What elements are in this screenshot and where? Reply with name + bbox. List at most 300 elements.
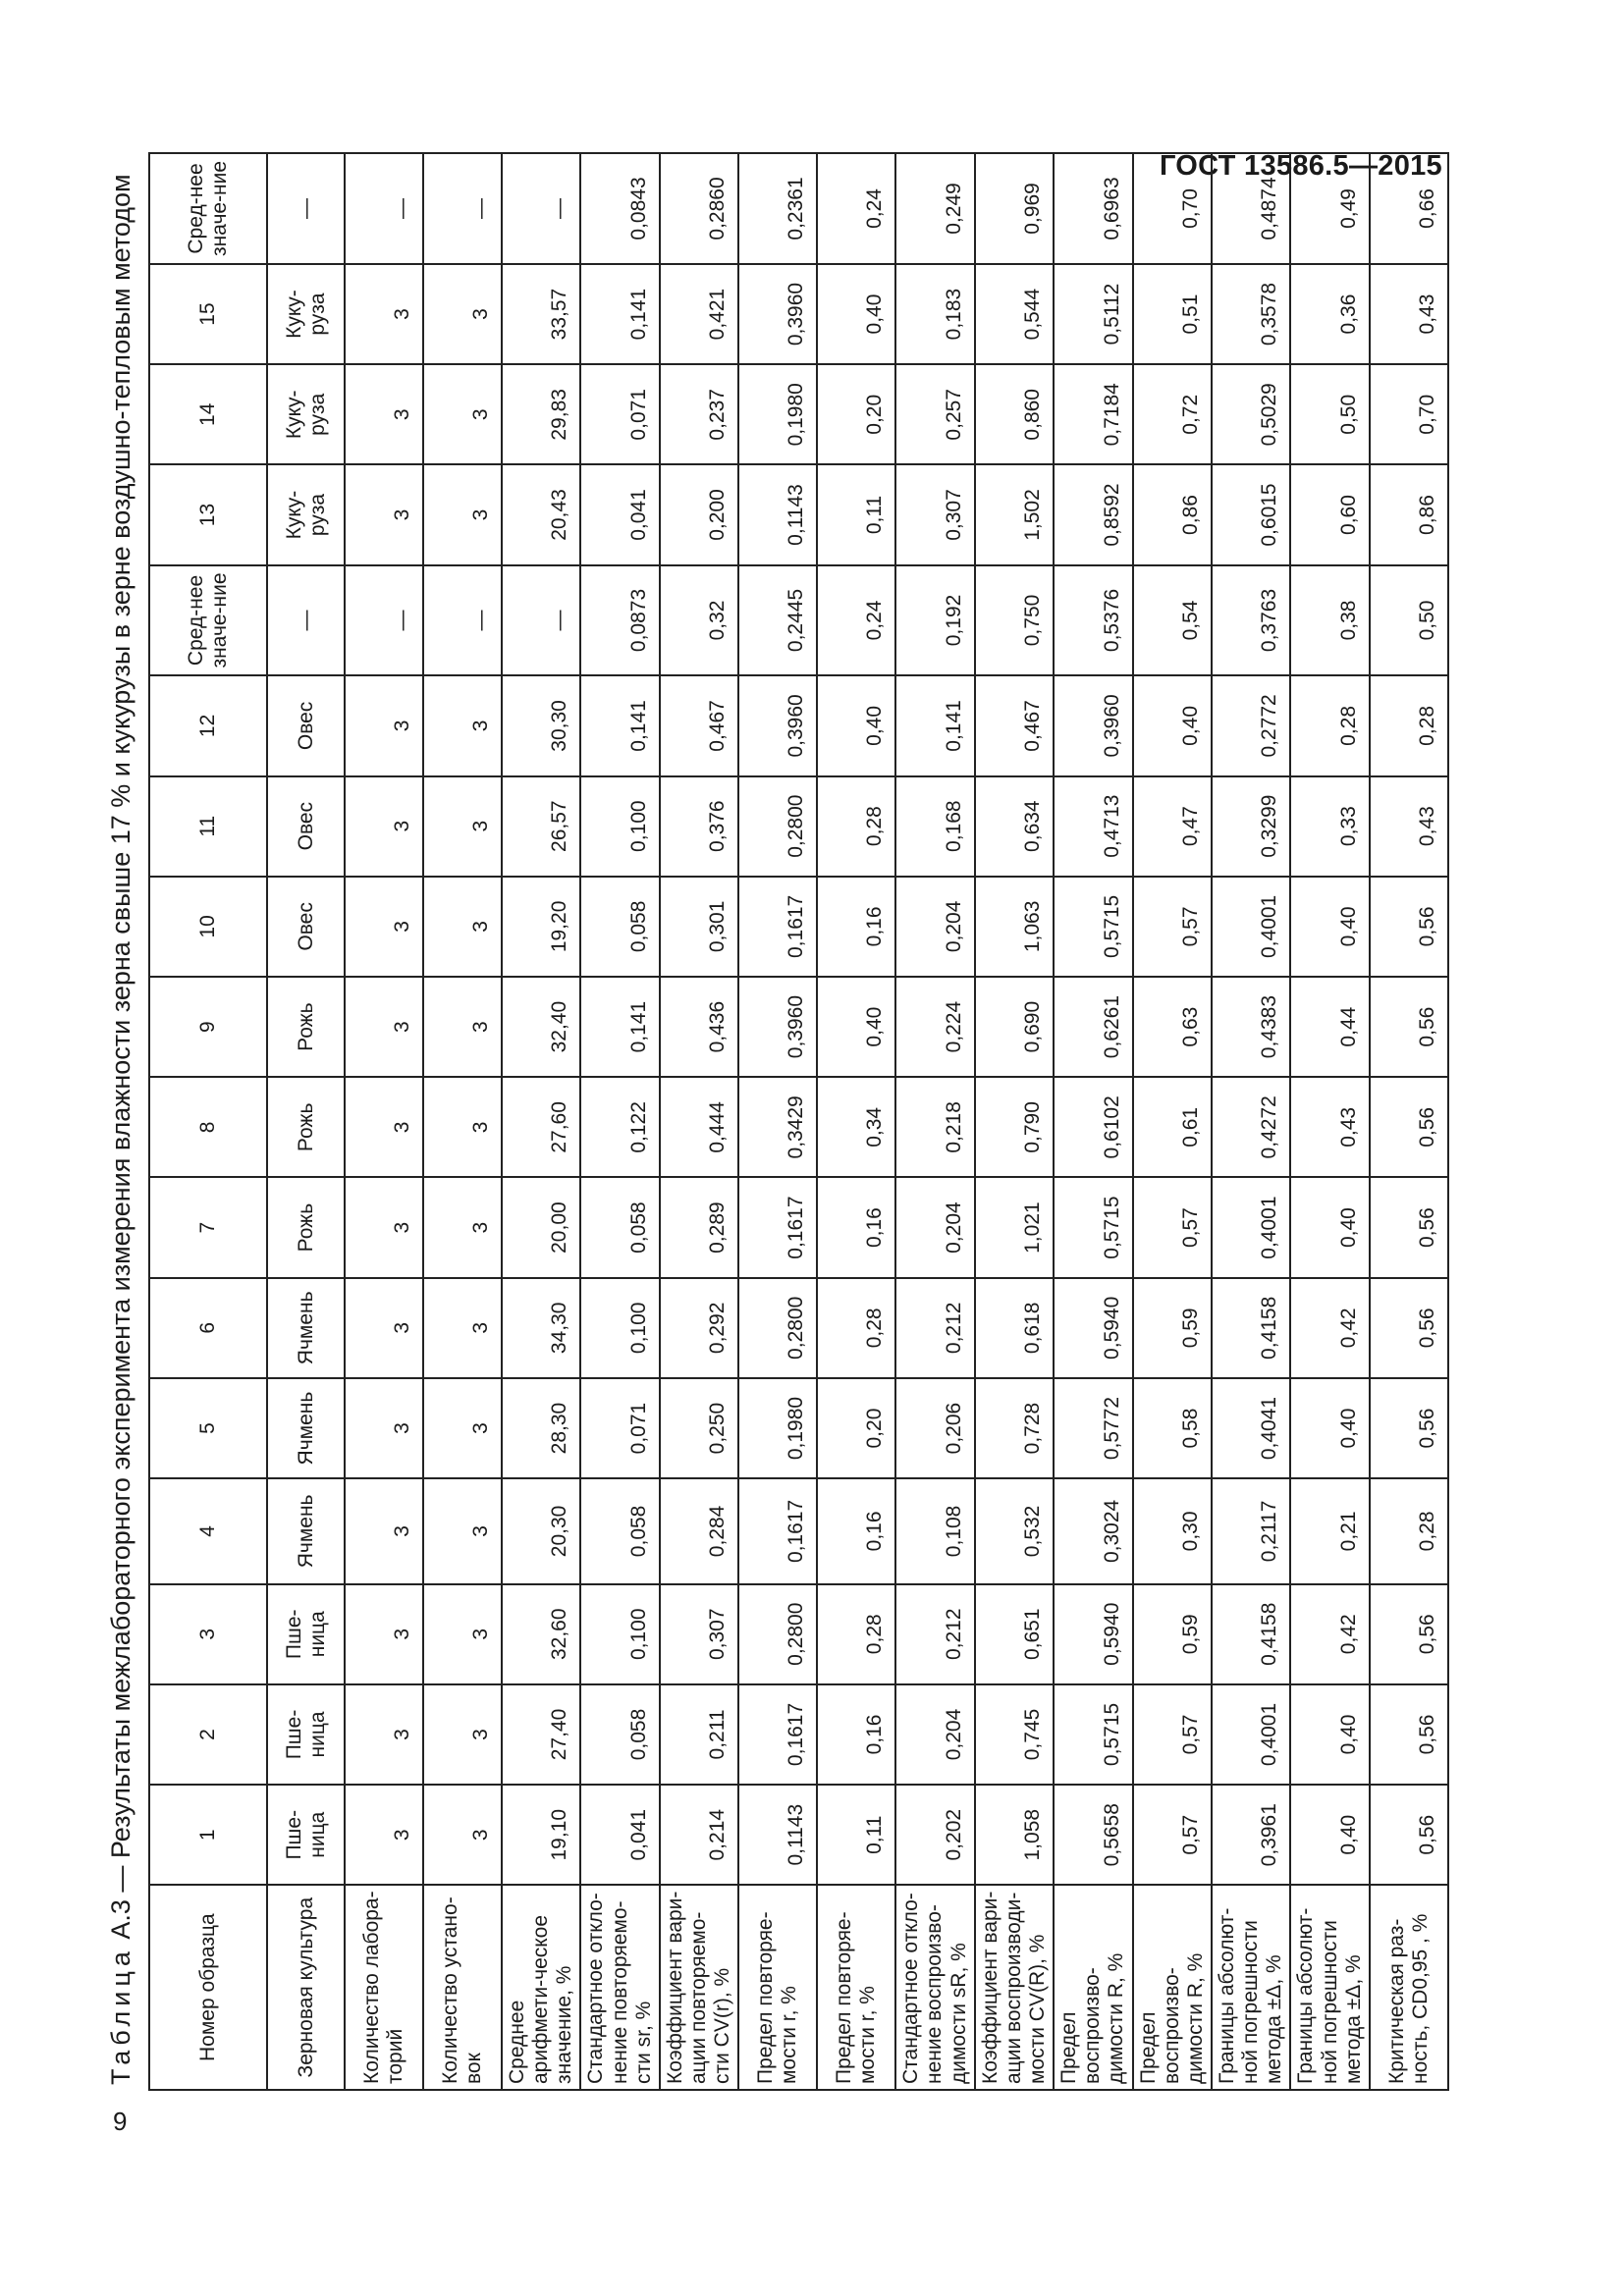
table-cell: 0,56 (1370, 877, 1448, 977)
table-cell: 0,16 (817, 1177, 895, 1277)
table-cell: 0,61 (1133, 1077, 1212, 1177)
table-cell: 3 (345, 1478, 423, 1583)
table-row (738, 153, 817, 2090)
table-cell: 0,218 (895, 1077, 974, 1177)
table-cell: 0,618 (975, 1278, 1054, 1378)
table-cell: 0,63 (1133, 977, 1212, 1077)
table-cell: 0,57 (1133, 1785, 1212, 1885)
table-cell: 0,212 (895, 1278, 974, 1378)
table-cell: 3 (345, 1378, 423, 1478)
table-cell: 0,421 (660, 264, 738, 364)
table-cell: 0,2117 (1212, 1478, 1290, 1583)
table-cell: 0,192 (895, 565, 974, 676)
table-cell: 3 (345, 977, 423, 1077)
table-cell: 0,2772 (1212, 675, 1290, 775)
table-cell: 0,183 (895, 264, 974, 364)
table-cell: 0,2361 (738, 153, 817, 264)
table-cell: 0,041 (580, 464, 659, 564)
table-cell: 0,544 (975, 264, 1054, 364)
table-cell: 20,30 (502, 1478, 580, 1583)
table-cell: 0,40 (817, 977, 895, 1077)
table-cell: 0,28 (817, 776, 895, 877)
rotated-table-block (93, 152, 1507, 2091)
table-cell: 3 (345, 877, 423, 977)
table-cell: 0,4001 (1212, 1177, 1290, 1277)
table-cell: 0,467 (975, 675, 1054, 775)
table-cell: 0,5772 (1054, 1378, 1132, 1478)
sample-number-cell: 3 (149, 1584, 267, 1684)
table-cell: 0,11 (817, 1785, 895, 1885)
table-cell: 0,16 (817, 877, 895, 977)
table-cell: 0,307 (660, 1584, 738, 1684)
table-cell: 0,4713 (1054, 776, 1132, 877)
table-cell: 0,5658 (1054, 1785, 1132, 1885)
table-cell: 0,790 (975, 1077, 1054, 1177)
table-row (345, 153, 423, 2090)
table-cell: 32,40 (502, 977, 580, 1077)
table-cell: 0,750 (975, 565, 1054, 676)
table-cell: 0,34 (817, 1077, 895, 1177)
table-cell: 3 (345, 1684, 423, 1785)
table-cell: 0,204 (895, 1177, 974, 1277)
row-label: Количество устано-вок (423, 1885, 502, 2090)
table-row (580, 153, 659, 2090)
table-cell: 0,141 (895, 675, 974, 775)
table-cell: 0,4158 (1212, 1278, 1290, 1378)
table-cell: 0,28 (817, 1584, 895, 1684)
table-cell: 0,634 (975, 776, 1054, 877)
table-cell: 0,2860 (660, 153, 738, 264)
table-cell: 0,3429 (738, 1077, 817, 1177)
table-cell: 0,058 (580, 877, 659, 977)
table-cell: 0,60 (1290, 464, 1369, 564)
table-cell: 0,532 (975, 1478, 1054, 1583)
table-cell: 0,38 (1290, 565, 1369, 676)
table-cell: 0,57 (1133, 1177, 1212, 1277)
table-cell: 0,20 (817, 364, 895, 464)
table-cell: 0,168 (895, 776, 974, 877)
table-cell: 0,59 (1133, 1278, 1212, 1378)
table-cell: 34,30 (502, 1278, 580, 1378)
crop-row (267, 153, 345, 2090)
table-row (502, 153, 580, 2090)
table-cell: 0,56 (1370, 977, 1448, 1077)
table-cell: 0,16 (817, 1684, 895, 1785)
crop-label: Зерновая культура (267, 1885, 345, 2090)
table-cell: 0,70 (1133, 153, 1212, 264)
table-cell: 0,72 (1133, 364, 1212, 464)
row-label: Предел воспроизво-димости R, % (1054, 1885, 1132, 2090)
table-cell: 0,202 (895, 1785, 974, 1885)
table-row (1133, 153, 1212, 2090)
table-cell: 0,211 (660, 1684, 738, 1785)
table-cell: 0,3960 (1054, 675, 1132, 775)
table-cell: 0,100 (580, 776, 659, 877)
table-cell: 27,60 (502, 1077, 580, 1177)
table-cell: 0,1617 (738, 1478, 817, 1583)
table-cell: 0,40 (1290, 877, 1369, 977)
table-cell: 0,70 (1370, 364, 1448, 464)
caption-label: Таблица (106, 1947, 135, 2085)
table-cell: 0,49 (1290, 153, 1369, 264)
table-cell: 0,5029 (1212, 364, 1290, 464)
table-cell: 0,40 (1290, 1378, 1369, 1478)
table-cell: 0,21 (1290, 1478, 1369, 1583)
table-cell: 0,24 (817, 153, 895, 264)
row-label: Критическая раз-ность, CD0,95 , % (1370, 1885, 1448, 2090)
row-label: Предел воспроизво-димости R, % (1133, 1885, 1212, 2090)
row-label: Коэффициент вари-ации повторяемо-сти CV(r), % (660, 1885, 738, 2090)
table-cell: 3 (345, 264, 423, 364)
sample-number-cell: 7 (149, 1177, 267, 1277)
table-cell: 0,4874 (1212, 153, 1290, 264)
sample-number-cell: Сред-нее значе-ние (149, 565, 267, 676)
results-table (148, 152, 1449, 2091)
table-row (1370, 153, 1448, 2090)
table-cell: 0,11 (817, 464, 895, 564)
table-cell: 1,063 (975, 877, 1054, 977)
table-cell: 3 (423, 1478, 502, 1583)
row-label: Количество лабора-торий (345, 1885, 423, 2090)
table-cell: 0,100 (580, 1584, 659, 1684)
table-cell: 0,3763 (1212, 565, 1290, 676)
table-cell: 0,4041 (1212, 1378, 1290, 1478)
table-cell: 0,4001 (1212, 877, 1290, 977)
table-cell: 0,8592 (1054, 464, 1132, 564)
table-cell: 0,212 (895, 1584, 974, 1684)
table-cell: 0,5715 (1054, 877, 1132, 977)
table-cell: 0,257 (895, 364, 974, 464)
sample-number-cell: 11 (149, 776, 267, 877)
table-cell: 19,20 (502, 877, 580, 977)
crop-cell: — (267, 153, 345, 264)
sample-number-label: Номер образца (149, 1885, 267, 2090)
table-cell: 3 (423, 1077, 502, 1177)
table-cell: 0,108 (895, 1478, 974, 1583)
crop-cell: Куку-руза (267, 264, 345, 364)
table-cell: 0,4272 (1212, 1077, 1290, 1177)
table-cell: 0,728 (975, 1378, 1054, 1478)
table-cell: 0,5940 (1054, 1278, 1132, 1378)
document-id: ГОСТ 13586.5—2015 (1159, 150, 1442, 182)
crop-cell: Овес (267, 776, 345, 877)
table-cell: 0,51 (1133, 264, 1212, 364)
sample-number-cell: 2 (149, 1684, 267, 1785)
sample-number-cell: 13 (149, 464, 267, 564)
table-cell: 0,289 (660, 1177, 738, 1277)
table-cell: 0,122 (580, 1077, 659, 1177)
table-cell: 0,32 (660, 565, 738, 676)
table-cell: 0,969 (975, 153, 1054, 264)
table-cell: 0,33 (1290, 776, 1369, 877)
crop-cell: Куку-руза (267, 464, 345, 564)
crop-cell: Пше-ница (267, 1584, 345, 1684)
table-cell: 0,2800 (738, 776, 817, 877)
table-cell: 3 (423, 776, 502, 877)
table-cell: 3 (345, 675, 423, 775)
table-cell: 0,284 (660, 1478, 738, 1583)
table-cell: 0,56 (1370, 1378, 1448, 1478)
crop-cell: Ячмень (267, 1278, 345, 1378)
table-cell: 0,3578 (1212, 264, 1290, 364)
table-cell: 0,43 (1370, 264, 1448, 364)
table-cell: — (502, 153, 580, 264)
table-cell: 0,56 (1370, 1785, 1448, 1885)
row-label: Предел повторяе-мости r, % (817, 1885, 895, 2090)
table-cell: 29,83 (502, 364, 580, 464)
table-cell: 0,250 (660, 1378, 738, 1478)
table-cell: 0,1980 (738, 1378, 817, 1478)
table-cell: 32,60 (502, 1584, 580, 1684)
sample-number-cell: 6 (149, 1278, 267, 1378)
table-cell: 0,28 (1370, 1478, 1448, 1583)
sample-number-cell: 14 (149, 364, 267, 464)
table-cell: 0,28 (1290, 675, 1369, 775)
table-cell: 3 (423, 1785, 502, 1885)
table-cell: 0,36 (1290, 264, 1369, 364)
table-cell: 0,2800 (738, 1278, 817, 1378)
row-label: Стандартное откло-нение повторяемо-сти sr, % (580, 1885, 659, 2090)
table-cell: 0,206 (895, 1378, 974, 1478)
table-cell: 0,071 (580, 1378, 659, 1478)
row-label: Предел повторяе-мости r, % (738, 1885, 817, 2090)
table-cell: 0,5715 (1054, 1684, 1132, 1785)
table-cell: 0,4158 (1212, 1584, 1290, 1684)
table-cell: 0,3960 (738, 977, 817, 1077)
table-cell: 0,3960 (738, 264, 817, 364)
table-cell: 0,1143 (738, 464, 817, 564)
table-row (895, 153, 974, 2090)
table-cell: 0,058 (580, 1478, 659, 1583)
table-cell: — (423, 153, 502, 264)
sample-number-cell: 9 (149, 977, 267, 1077)
table-cell: 0,651 (975, 1584, 1054, 1684)
table-cell: 3 (423, 1378, 502, 1478)
table-cell: — (345, 153, 423, 264)
table-cell: 3 (423, 1684, 502, 1785)
table-cell: 0,467 (660, 675, 738, 775)
table-cell: 0,40 (817, 264, 895, 364)
table-cell: 0,54 (1133, 565, 1212, 676)
crop-cell: Рожь (267, 1077, 345, 1177)
row-label: Границы абсолют-ной погрешности метода ±Δ, % (1212, 1885, 1290, 2090)
table-cell: 0,5715 (1054, 1177, 1132, 1277)
crop-cell: Овес (267, 877, 345, 977)
table-cell: 0,56 (1370, 1077, 1448, 1177)
sample-number-cell: 1 (149, 1785, 267, 1885)
table-cell: 0,40 (1290, 1177, 1369, 1277)
table-cell: 0,3961 (1212, 1785, 1290, 1885)
crop-cell: Куку-руза (267, 364, 345, 464)
crop-cell: Ячмень (267, 1478, 345, 1583)
table-cell: 0,5376 (1054, 565, 1132, 676)
table-cell: 3 (423, 1177, 502, 1277)
table-cell: 0,42 (1290, 1584, 1369, 1684)
table-cell: 0,58 (1133, 1378, 1212, 1478)
table-cell: 0,86 (1133, 464, 1212, 564)
crop-cell: Рожь (267, 977, 345, 1077)
table-cell: 0,56 (1370, 1278, 1448, 1378)
table-cell: 0,141 (580, 264, 659, 364)
table-cell: 0,43 (1290, 1077, 1369, 1177)
page-number: 9 (113, 2107, 128, 2136)
table-cell: 3 (345, 776, 423, 877)
table-cell: 0,1617 (738, 1177, 817, 1277)
table-cell: 0,5940 (1054, 1584, 1132, 1684)
table-cell: 0,1617 (738, 877, 817, 977)
table-cell: 3 (423, 877, 502, 977)
table-cell: 0,436 (660, 977, 738, 1077)
table-row (423, 153, 502, 2090)
table-cell: 0,058 (580, 1177, 659, 1277)
sample-number-cell: 15 (149, 264, 267, 364)
table-cell: 0,66 (1370, 153, 1448, 264)
table-cell: 0,204 (895, 877, 974, 977)
table-cell: 0,100 (580, 1278, 659, 1378)
sample-number-cell: 4 (149, 1478, 267, 1583)
table-cell: 0,141 (580, 675, 659, 775)
table-cell: 0,237 (660, 364, 738, 464)
table-cell: 0,224 (895, 977, 974, 1077)
table-row (660, 153, 738, 2090)
table-cell: — (345, 565, 423, 676)
table-cell: 0,16 (817, 1478, 895, 1583)
table-cell: 0,071 (580, 364, 659, 464)
row-label: Границы абсолют-ной погрешности метода ±Δ, % (1290, 1885, 1369, 2090)
table-cell: 30,30 (502, 675, 580, 775)
table-cell: 1,502 (975, 464, 1054, 564)
table-cell: 0,249 (895, 153, 974, 264)
sample-number-cell: 10 (149, 877, 267, 977)
table-cell: 20,43 (502, 464, 580, 564)
table-cell: 0,3299 (1212, 776, 1290, 877)
table-cell: 0,5112 (1054, 264, 1132, 364)
table-cell: 0,6963 (1054, 153, 1132, 264)
table-cell: 0,57 (1133, 877, 1212, 977)
table-cell: 0,0873 (580, 565, 659, 676)
table-cell: 0,376 (660, 776, 738, 877)
table-cell: 0,42 (1290, 1278, 1369, 1378)
table-cell: 0,86 (1370, 464, 1448, 564)
table-cell: 0,6015 (1212, 464, 1290, 564)
table-cell: 0,28 (817, 1278, 895, 1378)
table-cell: 0,745 (975, 1684, 1054, 1785)
table-cell: 0,141 (580, 977, 659, 1077)
crop-cell: Пше-ница (267, 1684, 345, 1785)
table-cell: 0,0843 (580, 153, 659, 264)
table-cell: 1,021 (975, 1177, 1054, 1277)
table-cell: 0,058 (580, 1684, 659, 1785)
table-cell: 0,200 (660, 464, 738, 564)
row-label: Среднее арифмети-ческое значение, % (502, 1885, 580, 2090)
table-cell: 3 (345, 1584, 423, 1684)
table-cell: 0,292 (660, 1278, 738, 1378)
crop-cell: Пше-ница (267, 1785, 345, 1885)
table-row (1290, 153, 1369, 2090)
table-cell: 0,6102 (1054, 1077, 1132, 1177)
table-cell: 33,57 (502, 264, 580, 364)
table-cell: 0,44 (1290, 977, 1369, 1077)
table-cell: 0,28 (1370, 675, 1448, 775)
row-label: Коэффициент вари-ации воспроизводи-мости CV(R), % (975, 1885, 1054, 2090)
table-cell: 0,204 (895, 1684, 974, 1785)
table-row (975, 153, 1054, 2090)
crop-cell: Овес (267, 675, 345, 775)
table-cell: 0,50 (1290, 364, 1369, 464)
table-cell: 0,3960 (738, 675, 817, 775)
table-cell: 0,214 (660, 1785, 738, 1885)
table-cell: 3 (345, 1077, 423, 1177)
table-cell: 3 (345, 464, 423, 564)
table-cell: 0,307 (895, 464, 974, 564)
table-cell: 3 (423, 464, 502, 564)
caption-text: А.3 — Результаты межлабораторного эксперимента измерения влажности зерна свыше 17 % и кукурузы в зерне воздушно-тепловым методом (106, 174, 135, 1940)
table-cell: — (502, 565, 580, 676)
sample-number-cell: Сред-нее значе-ние (149, 153, 267, 264)
table-cell: 19,10 (502, 1785, 580, 1885)
table-cell: 0,40 (1290, 1684, 1369, 1785)
table-cell: 3 (423, 364, 502, 464)
table-row (817, 153, 895, 2090)
table-cell: 0,4001 (1212, 1684, 1290, 1785)
table-cell: 0,1617 (738, 1684, 817, 1785)
table-cell: 3 (345, 364, 423, 464)
table-cell: 0,56 (1370, 1177, 1448, 1277)
table-cell: 3 (423, 264, 502, 364)
table-cell: 0,301 (660, 877, 738, 977)
sample-number-row (149, 153, 267, 2090)
sample-number-cell: 8 (149, 1077, 267, 1177)
table-cell: 3 (423, 1278, 502, 1378)
table-cell: 20,00 (502, 1177, 580, 1277)
table-cell: 0,2445 (738, 565, 817, 676)
table-cell: 0,24 (817, 565, 895, 676)
sample-number-cell: 5 (149, 1378, 267, 1478)
table-caption (93, 152, 148, 2091)
table-cell: 3 (345, 1785, 423, 1885)
table-cell: 0,50 (1370, 565, 1448, 676)
table-cell: 3 (345, 1278, 423, 1378)
table-cell: 0,7184 (1054, 364, 1132, 464)
table-cell: — (423, 565, 502, 676)
table-cell: 0,59 (1133, 1584, 1212, 1684)
table-cell: 0,43 (1370, 776, 1448, 877)
table-cell: 3 (345, 1177, 423, 1277)
table-cell: 26,57 (502, 776, 580, 877)
table-cell: 0,1143 (738, 1785, 817, 1885)
table-cell: 0,56 (1370, 1584, 1448, 1684)
sample-number-cell: 12 (149, 675, 267, 775)
table-cell: 0,860 (975, 364, 1054, 464)
table-cell: 0,690 (975, 977, 1054, 1077)
table-cell: 28,30 (502, 1378, 580, 1478)
table-cell: 0,6261 (1054, 977, 1132, 1077)
table-row (1212, 153, 1290, 2090)
table-cell: 0,444 (660, 1077, 738, 1177)
table-cell: 0,4383 (1212, 977, 1290, 1077)
table-cell: 27,40 (502, 1684, 580, 1785)
table-cell: 0,47 (1133, 776, 1212, 877)
table-cell: 0,40 (1290, 1785, 1369, 1885)
table-cell: 0,20 (817, 1378, 895, 1478)
table-cell: 3 (423, 675, 502, 775)
crop-cell: — (267, 565, 345, 676)
crop-cell: Рожь (267, 1177, 345, 1277)
table-cell: 0,041 (580, 1785, 659, 1885)
table-cell: 3 (423, 1584, 502, 1684)
row-label: Стандартное откло-нение воспроизво-димости sR, % (895, 1885, 974, 2090)
table-row (1054, 153, 1132, 2090)
